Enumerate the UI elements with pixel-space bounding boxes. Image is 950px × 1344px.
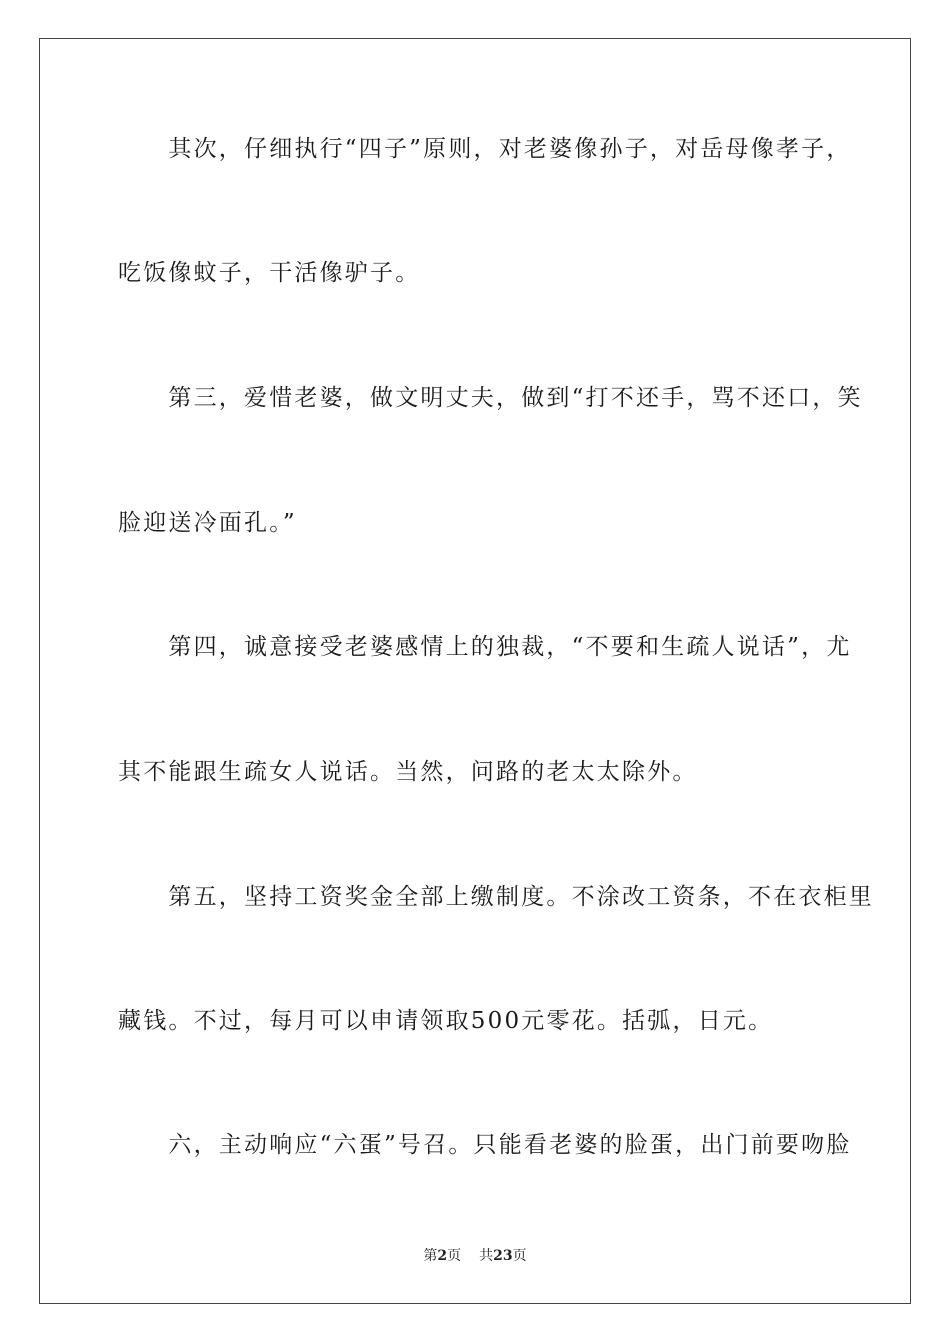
text-line: 其次，仔细执行“四子”原则，对老婆像孙子，对岳母像孝子， — [118, 136, 852, 162]
text-line: 第四，诚意接受老婆感情上的独裁，“不要和生疏人说话”，尤 — [118, 634, 852, 660]
current-page-number: 2 — [437, 1248, 448, 1264]
text-line: 其不能跟生疏女人说话。当然，问路的老太太除外。 — [118, 759, 698, 785]
text-line: 第三，爱惜老婆，做文明丈夫，做到“打不还手，骂不还口，笑 — [118, 385, 863, 411]
text-line: 藏钱。不过，每月可以申请领取500元零花。括弧，日元。 — [118, 1008, 774, 1034]
page-suffix: 页 — [447, 1248, 462, 1264]
total-page-count: 23 — [493, 1248, 513, 1264]
text-line: 脸迎送冷面孔。” — [118, 510, 297, 536]
text-line: 六，主动响应“六蛋”号召。只能看老婆的脸蛋，出门前要吻脸 — [118, 1132, 852, 1158]
page-frame — [39, 38, 911, 1304]
text-line: 吃饭像蚊子，干活像驴子。 — [118, 260, 421, 286]
total-prefix: 共 — [479, 1248, 494, 1264]
page-footer — [0, 1247, 950, 1265]
text-line: 第五，坚持工资奖金全部上缴制度。不涂改工资条，不在衣柜里 — [118, 884, 874, 910]
page-prefix: 第 — [423, 1248, 438, 1264]
total-suffix: 页 — [512, 1248, 527, 1264]
